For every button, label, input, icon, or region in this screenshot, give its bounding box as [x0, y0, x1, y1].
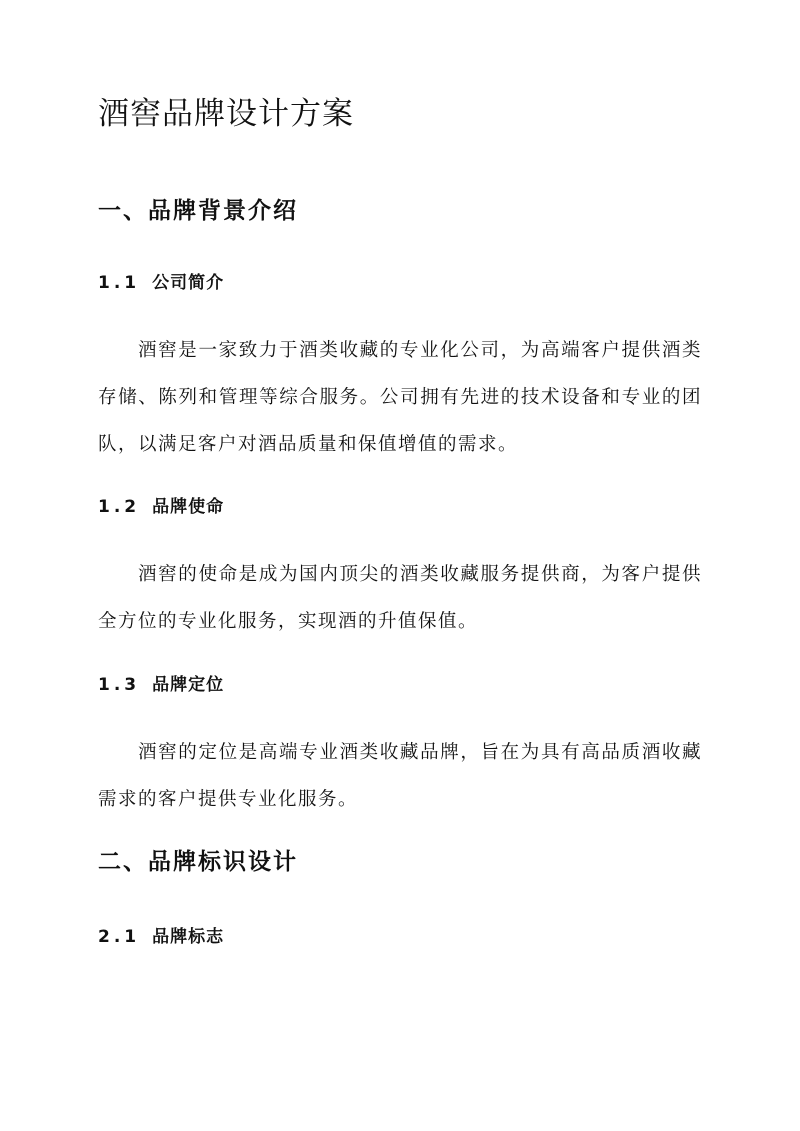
paragraph-brand-positioning: 酒窖的定位是高端专业酒类收藏品牌，旨在为具有高品质酒收藏需求的客户提供专业化服务。	[98, 742, 702, 810]
subsection-title: 品牌标志	[152, 927, 225, 947]
subsection-number: 1.3	[98, 675, 141, 695]
subsection-title: 品牌使命	[152, 497, 225, 517]
paragraph-company-profile: 酒窖是一家致力于酒类收藏的专业化公司，为高端客户提供酒类存储、陈列和管理等综合服务。公司拥有先进的技术设备和专业的团队，以满足客户对酒品质量和保值增值的需求。	[98, 340, 702, 455]
document-title: 酒窖品牌设计方案	[98, 96, 354, 132]
subsection-number: 1.1	[98, 273, 141, 293]
paragraph-brand-mission: 酒窖的使命是成为国内顶尖的酒类收藏服务提供商，为客户提供全方位的专业化服务，实现酒的升值保值。	[98, 564, 702, 632]
section-heading-brand-identity: 二、品牌标识设计	[98, 849, 298, 875]
subsection-heading-brand-positioning	[98, 675, 224, 695]
subsection-heading-brand-mission	[98, 497, 224, 517]
subsection-heading-brand-logo	[98, 927, 224, 947]
subsection-number: 1.2	[98, 497, 141, 517]
subsection-title: 品牌定位	[152, 675, 225, 695]
subsection-title: 公司简介	[152, 273, 225, 293]
section-heading-brand-background: 一、品牌背景介绍	[98, 198, 298, 224]
subsection-number: 2.1	[98, 927, 141, 947]
subsection-heading-company-profile	[98, 273, 224, 293]
